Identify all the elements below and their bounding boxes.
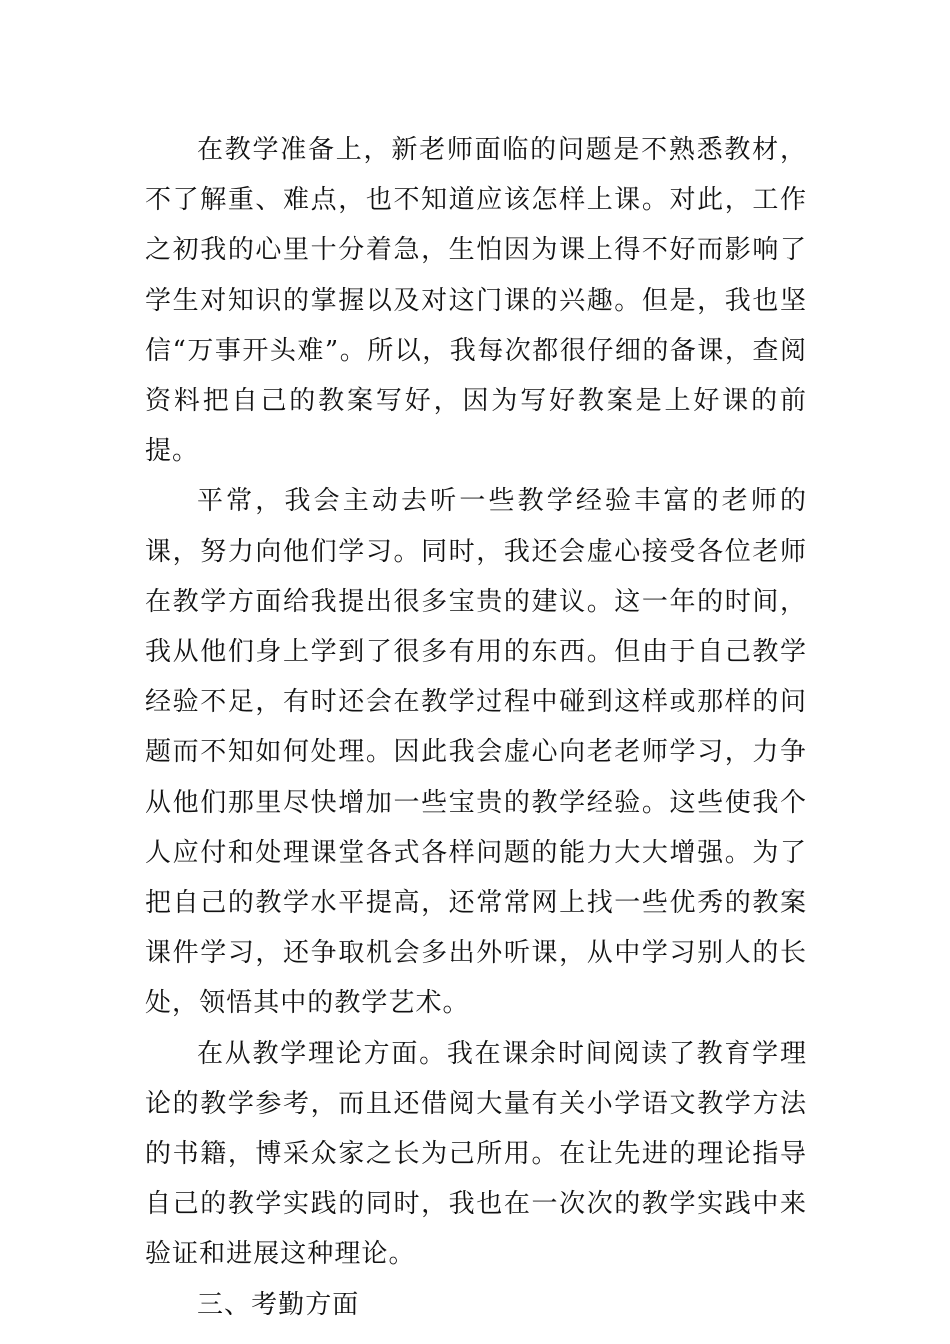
document-body <box>145 125 807 1330</box>
paragraph-teaching-theory: 在从教学理论方面。我在课余时间阅读了教育学理论的教学参考，而且还借阅大量有关小学语文教学方法的书籍，博采众家之长为己所用。在让先进的理论指导自己的教学实践的同时，我也在一次次的教学实践中来验证和进展这种理论。 <box>145 1038 807 1270</box>
paragraph-learning-from-teachers: 平常，我会主动去听一些教学经验丰富的老师的课，努力向他们学习。同时，我还会虚心接受各位老师在教学方面给我提出很多宝贵的建议。这一年的时间，我从他们身上学到了很多有用的东西。但由于自己教学经验不足，有时还会在教学过程中碰到这样或那样的问题而不知如何处理。因此我会虚心向老老师学习，力争从他们那里尽快增加一些宝贵的教学经验。这些使我个人应付和处理课堂各式各样问题的能力大大增强。为了把自己的教学水平提高，还常常网上找一些优秀的教案课件学习，还争取机会多出外听课，从中学习别人的长处，领悟其中的教学艺术。 <box>145 486 807 1019</box>
section-heading-attendance: 三、考勤方面 <box>197 1289 360 1320</box>
paragraph-teaching-preparation: 在教学准备上，新老师面临的问题是不熟悉教材，不了解重、难点，也不知道应该怎样上课。对此，工作之初我的心里十分着急，生怕因为课上得不好而影响了学生对知识的掌握以及对这门课的兴趣。但是，我也坚信“万事开头难”。所以，我每次都很仔细的备课，查阅资料把自己的教案写好，因为写好教案是上好课的前提。 <box>145 135 807 467</box>
